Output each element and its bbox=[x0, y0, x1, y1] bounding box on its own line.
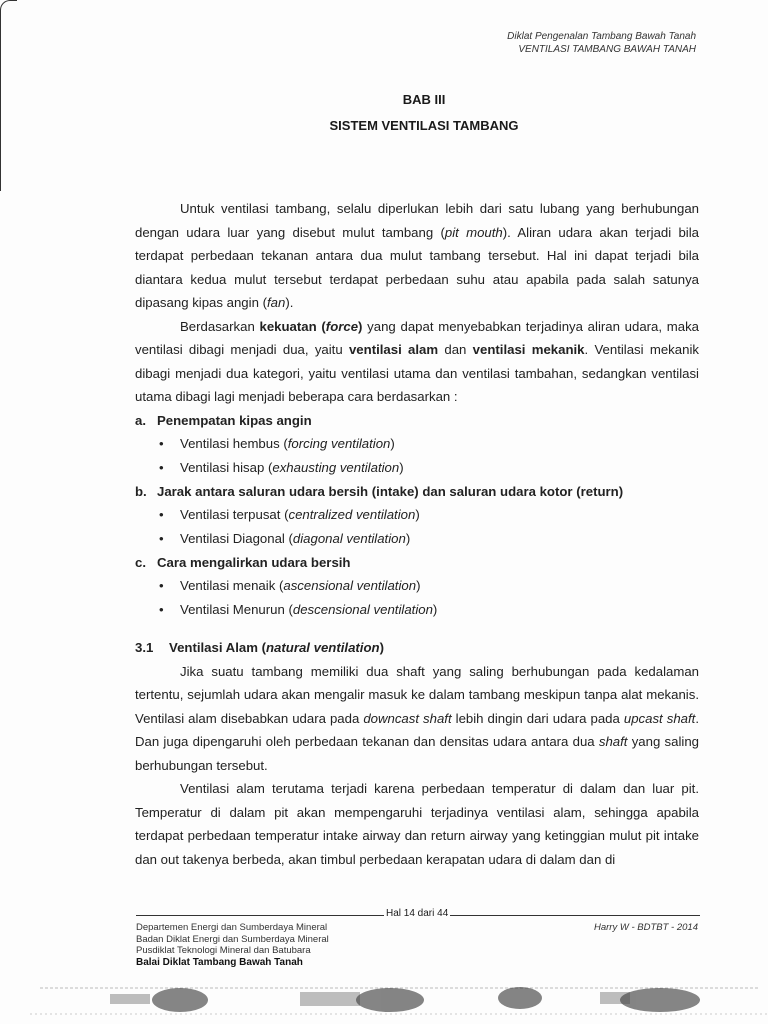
section-title-text: Ventilasi Alam ( bbox=[169, 639, 266, 655]
italic-term: descensional ventilation bbox=[292, 601, 433, 617]
running-header bbox=[507, 30, 696, 56]
text-span: ) bbox=[415, 506, 420, 522]
italic-term: downcast shaft bbox=[363, 710, 452, 726]
scan-artifact-band bbox=[0, 974, 768, 1024]
italic-term: shaft bbox=[598, 734, 628, 749]
bold-italic-term: force bbox=[325, 318, 359, 334]
list-item bbox=[159, 456, 699, 480]
bold-term: ventilasi mekanik bbox=[472, 342, 585, 357]
text-span: dan bbox=[438, 342, 473, 357]
text-span: ) bbox=[416, 577, 421, 593]
paragraph-natural-ventilation bbox=[135, 660, 699, 778]
italic-term: fan bbox=[266, 295, 286, 310]
group-b bbox=[135, 480, 699, 551]
text-span: Ventilasi alam terutama terjadi karena perbedaan temperatur di dalam dan luar pit. Temperatur di dalam pit akan mempengaruhi terjadinya ventilasi alam, sehingga apabila terdapat perbedaan temperatur intake airway dan return airway yang ketinggian mulut pit intake dan out takenya berbeda, akan timbul perbedaan kerapatan udara di dalam dan di bbox=[135, 781, 699, 867]
footer-org-line: Departemen Energi dan Sumberdaya Mineral bbox=[136, 922, 328, 933]
group-heading bbox=[135, 551, 699, 574]
list-item bbox=[159, 598, 699, 622]
text-span: yang saling berhubungan tersebut. bbox=[135, 734, 699, 773]
list-item bbox=[159, 574, 699, 598]
group-heading bbox=[135, 480, 699, 503]
group-letter: c. bbox=[135, 554, 146, 570]
text-span: ) bbox=[399, 459, 404, 475]
text-span: . Dan juga dipengaruhi oleh perbedaan tekanan dan densitas udara antara dua bbox=[135, 710, 699, 749]
paragraph-classification bbox=[135, 315, 699, 409]
footer-org-line: Badan Diklat Energi dan Sumberdaya Mineral bbox=[136, 933, 329, 945]
chapter-number: BAB III bbox=[402, 92, 446, 107]
group-heading bbox=[135, 409, 699, 432]
italic-term: pit mouth bbox=[444, 224, 503, 240]
paragraph-temperature bbox=[135, 777, 699, 871]
document-body bbox=[135, 197, 699, 871]
footer-org-name: Balai Diklat Tambang Bawah Tanah bbox=[136, 956, 303, 968]
italic-term: centralized ventilation bbox=[288, 506, 416, 522]
text-span: lebih dingin dari udara pada bbox=[451, 710, 624, 726]
text-span: Ventilasi menaik ( bbox=[180, 577, 284, 593]
group-letter: b. bbox=[135, 483, 147, 499]
group-letter: a. bbox=[135, 412, 146, 428]
bold-term: kekuatan ( bbox=[259, 318, 326, 334]
group-title: Penempatan kipas angin bbox=[157, 412, 312, 428]
footer-org-line: Pusdiklat Teknologi Mineral dan Batubara bbox=[136, 945, 311, 956]
text-span: Untuk ventilasi tambang, selalu diperlukan lebih dari satu lubang yang berhubungan dengan udara luar yang disebut mulut tambang ( bbox=[135, 201, 699, 240]
text-span: Ventilasi terpusat ( bbox=[180, 506, 289, 522]
text-span: ) bbox=[432, 601, 438, 617]
section-number: 3.1 bbox=[135, 639, 154, 655]
list-item bbox=[159, 432, 699, 456]
page-number: Hal 14 dari 44 bbox=[386, 908, 449, 919]
text-span: . Ventilasi mekanik dibagi menjadi dua kategori, yaitu ventilasi utama dan ventilasi tambahan, sedangkan ventilasi utama dibagi lagi menjadi beberapa cara berdasarkan : bbox=[135, 342, 699, 404]
bullet-list bbox=[135, 503, 699, 551]
text-span: Ventilasi hembus ( bbox=[180, 435, 288, 451]
group-a bbox=[135, 409, 699, 480]
bold-term: ) bbox=[358, 318, 363, 334]
chapter-title: SISTEM VENTILASI TAMBANG bbox=[329, 118, 519, 133]
list-item bbox=[159, 527, 699, 551]
italic-term: natural ventilation bbox=[266, 639, 380, 655]
text-span: Ventilasi Diagonal ( bbox=[180, 530, 293, 546]
bullet-list bbox=[135, 574, 699, 622]
text-span: ). Aliran udara akan terjadi bila terdapat perbedaan tekanan antara dua mulut tambang tersebut. Hal ini dapat terjadi bila diantara kedua mulut tersebut terdapat perbedaan suhu atau apabila pada salah satunya dipasang kipas angin ( bbox=[135, 224, 700, 310]
text-span: Berdasarkan bbox=[180, 318, 260, 334]
footer-organization bbox=[136, 922, 329, 968]
text-span: Ventilasi hisap ( bbox=[180, 459, 273, 475]
bold-term: ventilasi alam bbox=[348, 342, 439, 357]
group-c bbox=[135, 551, 699, 622]
italic-term: forcing ventilation bbox=[287, 435, 391, 451]
text-span: Jika suatu tambang memiliki dua shaft yang saling berhubungan pada kedalaman tertentu, sejumlah udara akan mengalir masuk ke dalam tambang meskipun tanpa alat mekanis. Ventilasi alam disebabkan udara pada bbox=[135, 663, 699, 726]
text-span: ). bbox=[285, 295, 294, 310]
group-title: Jarak antara saluran udara bersih (intake) dan saluran udara kotor (return) bbox=[157, 483, 624, 499]
header-line-1: Diklat Pengenalan Tambang Bawah Tanah bbox=[507, 31, 696, 42]
section-title-text: ) bbox=[379, 639, 384, 655]
italic-term: diagonal ventilation bbox=[292, 530, 406, 546]
section-heading bbox=[135, 636, 699, 660]
italic-term: upcast shaft bbox=[623, 710, 696, 726]
italic-term: exhausting ventilation bbox=[272, 459, 400, 475]
text-span: ) bbox=[390, 435, 395, 451]
text-span: yang dapat menyebabkan terjadinya aliran udara, maka ventilasi dibagi menjadi dua, yaitu bbox=[135, 318, 700, 357]
footer-author: Harry W - BDTBT - 2014 bbox=[594, 922, 698, 933]
text-span: Ventilasi Menurun ( bbox=[180, 601, 293, 617]
bullet-list bbox=[135, 432, 699, 480]
group-title: Cara mengalirkan udara bersih bbox=[157, 554, 351, 570]
header-line-2: VENTILASI TAMBANG BAWAH TANAH bbox=[518, 44, 696, 55]
text-span: ) bbox=[405, 530, 411, 546]
list-item bbox=[159, 503, 699, 527]
italic-term: ascensional ventilation bbox=[283, 577, 417, 593]
paragraph-intro bbox=[135, 197, 699, 315]
